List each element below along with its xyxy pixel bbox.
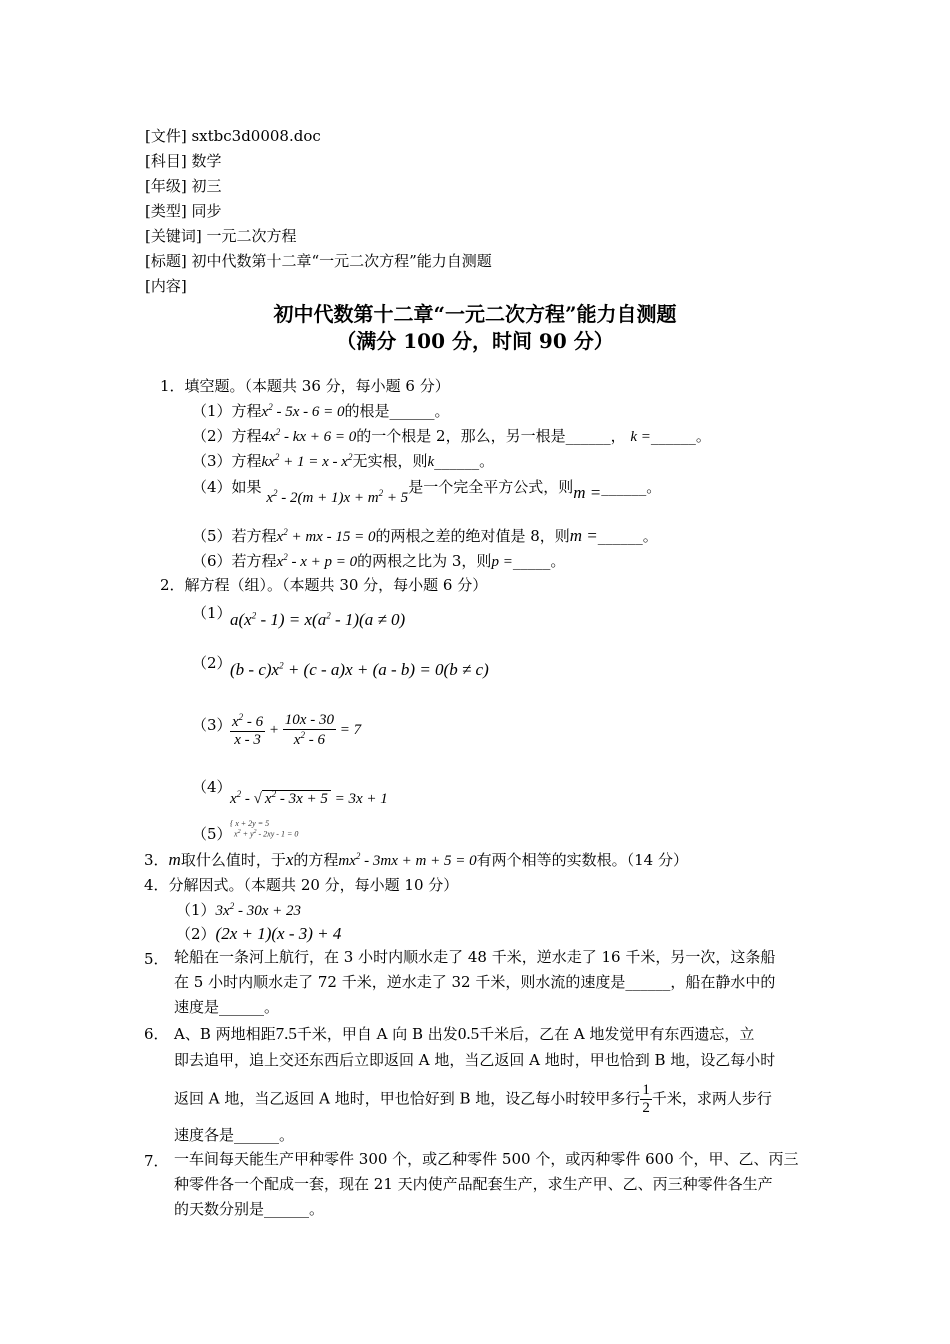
q2-label-4: （4） — [192, 778, 232, 796]
page-title: 初中代数第十二章“一元二次方程”能力自测题 — [273, 302, 677, 326]
q2-header: 2．解方程（组）。（本题共 30 分，每小题 6 分） — [160, 576, 488, 594]
q1-item-3: （3）方程$kx^2 + 1 = x - x^2$无实根，则k______。 — [192, 452, 495, 470]
q1-item-5: （5）若方程$x^2$ + mx - 15 = 0的两根之差的绝对值是 8，则m =______。 — [192, 526, 658, 545]
q1-header: 1．填空题。（本题共 36 分，每小题 6 分） — [160, 377, 450, 395]
q5-text: 轮船在一条河上航行，在 3 小时内顺水走了 48 千米，逆水走了 16 千米，另一次，这条船 在 5 小时内顺水走了 72 千米，逆水走了 32 千米，则水流的速度是______，船在静水中的 速度是______。 — [174, 948, 776, 1016]
meta-grade: [年级] 初三 — [145, 177, 222, 195]
q2-equation-3: $\frac{x^2 - 6}{x - 3}$ + $\frac{10x - 30}{x^2 - 6}$ = 7 — [232, 712, 362, 748]
meta-subject: [科目] 数学 — [145, 152, 222, 170]
q1-item-4: （4）如果 $x^2 - 2(m + 1)x + m^2 + 5$是一个完全平方公式，则m =______。 — [192, 478, 662, 506]
q4-item-2: （2）(2x + 1)(x - 3) + 4 — [176, 924, 342, 943]
page-subtitle: （满分 100 分，时间 90 分） — [336, 329, 614, 353]
q6-line-2: 即去追甲，追上交还东西后立即返回 A 地，当乙返回 A 地时，甲也恰到 B 地，设乙每小时 — [174, 1051, 776, 1069]
q5-number: 5． — [144, 950, 169, 968]
q3: 3．m取什么值时，于x的方程$mx^2 - 3mx + m + 5 = 0$有两个相等的实数根。（14 分） — [144, 850, 688, 869]
meta-type: [类型] 同步 — [145, 202, 222, 220]
meta-content: [内容] — [145, 277, 187, 295]
meta-heading: [标题] 初中代数第十二章“一元二次方程”能力自测题 — [145, 252, 492, 270]
file-metadata — [145, 124, 492, 299]
q4-header: 4．分解因式。（本题共 20 分，每小题 10 分） — [144, 876, 459, 894]
q2-label-3: （3） — [192, 716, 232, 734]
q6-number: 6． — [144, 1025, 169, 1043]
q1-item-2: （2）方程$4x^2$ - kx + 6 = 0的一个根是 2，那么，另一根是______， k =______。 — [192, 427, 711, 445]
q2-equation-1: $a(x^2 - 1) = x(a^2 - 1)(a \ne 0)$ — [230, 610, 406, 629]
q2-label-1: （1） — [192, 604, 232, 622]
q2-label-5: （5） — [192, 825, 232, 843]
meta-file: [文件] sxtbc3d0008.doc — [145, 127, 321, 145]
q2-label-2: （2） — [192, 654, 232, 672]
q2-equation-4: $x^2$ - √ $x^2 - 3x + 5 = 3x + 1$ — [230, 789, 388, 807]
q7-number: 7． — [144, 1152, 169, 1170]
q6-line-4: 速度各是______。 — [174, 1126, 295, 1144]
q1-item-6: （6）若方程$x^2 - x + p = 0$的两根之比为 3，则p =_____。 — [192, 552, 566, 570]
q1-item-1: （1）方程$x^2 - 5x - 6 = 0$的根是______。 — [192, 402, 450, 420]
q6-line-3: 返回 A 地，当乙返回 A 地时，甲也恰好到 B 地，设乙每小时较甲多行 $\frac{1}{2}$ 千米，求两人步行 — [174, 1082, 772, 1116]
q2-equation-2: $(b - c)x^2 + (c - a)x + (a - b) = 0(b \ne c)$ — [230, 660, 489, 679]
q6-line-1: A、B 两地相距7.5千米，甲自 A 向 B 出发0.5千米后，乙在 A 地发觉甲有东西遗忘，立 — [174, 1024, 755, 1043]
meta-keywords: [关键词] 一元二次方程 — [145, 227, 297, 245]
q4-item-1: $(1)3x^2 - 30x + 23$ — [176, 901, 301, 919]
q7-text: 一车间每天能生产甲种零件 300 个，或乙种零件 500 个，或丙种零件 600 个，甲、乙、丙三 种零件各一个配成一套，现在 21 天内使产品配套生产，求生产甲、乙、丙三种零件各生产 的天数分别是______。 — [174, 1150, 799, 1218]
q1-equation-1: $x^2 - 5x - 6 = 0$ — [261, 402, 345, 420]
q2-equation-5: { x + 2y = 5 $x^2 + y^2 - 2xy - 1 = 0$ — [230, 819, 299, 839]
